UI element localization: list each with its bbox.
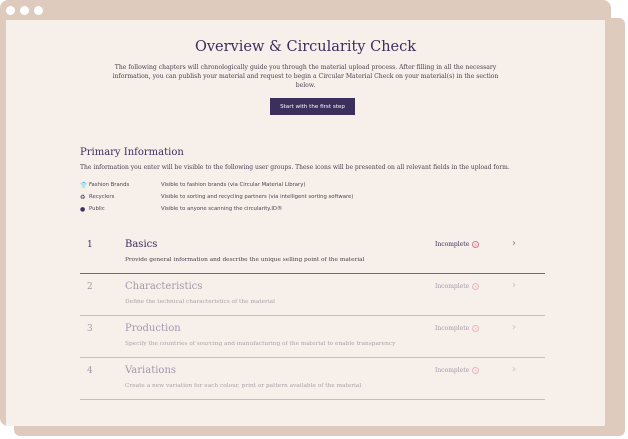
user-group-fashion-brands: [80, 180, 305, 190]
recycle-icon: ♻: [80, 193, 86, 201]
chapter-variations[interactable]: [80, 357, 545, 400]
chapter-status: [435, 367, 479, 374]
incomplete-icon: ×: [473, 368, 478, 373]
group-name: Public: [89, 206, 105, 212]
chapter-description: Provide general information and describe the unique selling point of the material: [125, 257, 365, 263]
tshirt-icon: 👕: [80, 181, 88, 189]
main-content: [6, 20, 605, 426]
chapter-status: [435, 241, 479, 248]
chapter-status: [435, 283, 479, 290]
chapter-production[interactable]: [80, 315, 545, 358]
window-dot-minimize[interactable]: [20, 6, 29, 15]
group-description: Visible to fashion brands (via Circular Material Library): [161, 182, 306, 188]
chapter-number: 3: [87, 324, 93, 334]
chapter-characteristics[interactable]: [80, 273, 545, 316]
chapter-number: 2: [87, 282, 93, 292]
chevron-right-icon[interactable]: ›: [512, 322, 516, 333]
chapter-title: Variations: [125, 365, 177, 376]
chapter-title: Basics: [125, 239, 158, 250]
user-group-public: [80, 204, 282, 214]
chapter-title: Characteristics: [125, 281, 203, 292]
start-first-step-button[interactable]: Start with the first step: [270, 98, 355, 115]
chevron-right-icon[interactable]: ›: [512, 280, 516, 291]
user-group-recyclers: [80, 192, 353, 202]
page-title: Overview & Circularity Check: [194, 39, 417, 55]
incomplete-icon: ×: [473, 326, 478, 331]
chapter-title: Production: [125, 323, 181, 334]
chapter-description: Specify the countries of sourcing and manufacturing of the material to enable transparency: [125, 341, 396, 347]
intro-text: The following chapters will chronologically guide you through the material upload process. After filling in all the necessary information, you can publish your material and request to begin a Circular Material Check on your material(s) in the section below.: [112, 64, 499, 89]
group-description: Visible to anyone scanning the circularity.ID®: [161, 206, 283, 212]
chevron-right-icon[interactable]: ›: [512, 364, 516, 375]
chapter-basics[interactable]: [80, 231, 545, 274]
window-dot-maximize[interactable]: [34, 6, 43, 15]
chevron-right-icon[interactable]: ›: [512, 238, 516, 249]
incomplete-icon: ×: [473, 242, 478, 247]
group-name: Fashion Brands: [89, 182, 130, 188]
people-icon: ●: [80, 205, 86, 213]
primary-information-title: Primary Information: [80, 147, 184, 158]
chapter-description: Define the technical characteristics of the material: [125, 299, 275, 305]
status-label: Incomplete: [435, 283, 470, 290]
chapter-status: [435, 325, 479, 332]
group-name: Recyclers: [89, 194, 115, 200]
chapter-number: 1: [87, 240, 93, 250]
window-dot-close[interactable]: [6, 6, 15, 15]
chapter-number: 4: [87, 366, 93, 376]
primary-information-description: The information you enter will be visible to the following user groups. These icons will be presented on all relevant fields in the upload form.: [80, 164, 510, 171]
incomplete-icon: ×: [473, 284, 478, 289]
title-bar: [0, 0, 611, 20]
status-label: Incomplete: [435, 325, 470, 332]
status-label: Incomplete: [435, 367, 470, 374]
chapter-description: Create a new variation for each colour, print or pattern available of the material: [125, 383, 362, 389]
status-label: Incomplete: [435, 241, 470, 248]
group-description: Visible to sorting and recycling partners (via intelligent sorting software): [161, 194, 354, 200]
